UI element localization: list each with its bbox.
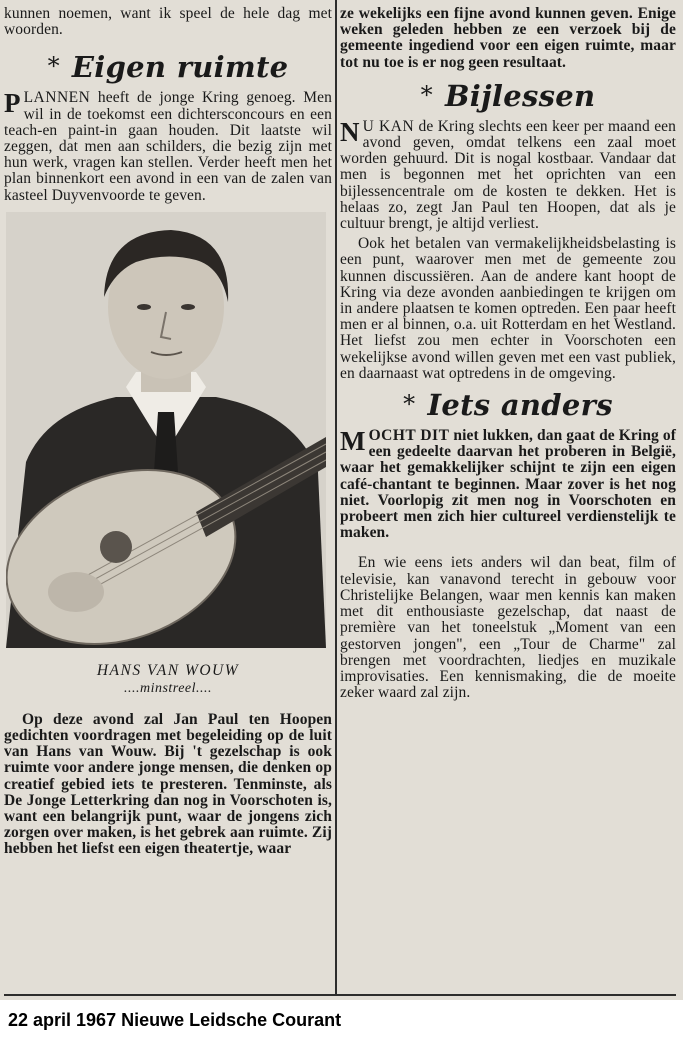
paragraph-plannen xyxy=(4,90,332,203)
heading-eigen-ruimte xyxy=(4,50,332,84)
star-icon: * xyxy=(47,52,60,81)
lute-player-image xyxy=(6,212,326,648)
heading-text: Eigen ruimte xyxy=(71,50,289,85)
intro-text: kunnen noemen, want ik speel de hele dag met woorden. xyxy=(4,5,332,39)
paragraph-en-wie-eens: En wie eens iets anders wil dan beat, film of televisie, kan vanavond terecht in gebouw voor Christelijke Belangen, waar men kennis kan maken met dit enthousiaste gezelschap, dat naast de première van het toneelstuk „Moment van een gestorven jongen", een „Tour de Charme" zal brengen met voordrachten, liedjes en muzikale improvisaties. Een kennismaking, die de moeite zeker waard zal zijn. xyxy=(340,554,676,702)
photo-caption-name: HANS VAN WOUW xyxy=(96,661,240,679)
heading-bijlessen xyxy=(340,79,676,113)
drop-cap: N xyxy=(340,116,360,147)
paragraph-wekelijks: ze wekelijks een fijne avond kunnen geven. Enige weken geleden hebben ze een verzoek bij de gemeente ingediend voor een eigen ruimte, maar tot nu toe is er nog geen resultaat. xyxy=(340,5,676,71)
paragraph-body: niet lukken, dan gaat de Kring of een gedeelte daarvan het proberen in België, waar het gemakkelijker schijnt te zijn een eigen café-chantant te beginnen. Maar zover is het nog niet. Voorlopig zit men nog in Voorschoten en probeert men zich hier cultureel verdienstelijk te maken. xyxy=(340,427,676,542)
paragraph-mocht-dit xyxy=(340,428,676,541)
paragraph-op-deze-avond: Op deze avond zal Jan Paul ten Hoopen gedichten voordragen met begeleiding op de luit van Hans van Wouw. Bij 't gezelschap is ook ruimte voor andere jonge mensen, die denken op creatief gebied iets te presteren. Tenminste, als De Jonge Letterkring dan nog in Voorschoten is, want een belangrijk punt, waar de jongens zich zorgen over maken, is het gebrek aan ruimte. Zij hebben het liefst een eigen theatertje, waar xyxy=(4,710,332,858)
star-icon: * xyxy=(403,390,416,419)
left-column xyxy=(4,0,332,858)
lead-in: U KAN xyxy=(362,117,415,135)
photo-caption-role: ....minstreel.... xyxy=(123,680,213,696)
paragraph-ook-het-betalen: Ook het betalen van vermakelijkheidsbelasting is een punt, waarover men met de gemeente zou kunnen discussiëren. Aan de andere kant hoopt de Kring via deze avonden aanbiedingen te krijgen om in andere plaatsen te komen optreden. Een paar heeft men er al binnen, o.a. uit Rotterdam en het Westland. Het liefst zou men echter in Voorschoten een wekelijkse avond willen geven met een vast publiek, en daarnaast wat optredens in de omgeving. xyxy=(340,235,676,382)
drop-cap: P xyxy=(4,88,21,119)
portrait-photo xyxy=(6,212,326,648)
paragraph-body: heeft de jonge Kring genoeg. Men wil in de toekomst een dichtersconcours en een teach-en paint-in gaan houden. Dit laatste wil zeggen, dat men aan schilders, die bezig zijn met hun werk, vragen kan stellen. Verder heeft men het plan binnenkort een avond in een van de zalen van kasteel Duyvenvoorde te geven. xyxy=(4,89,332,204)
star-icon: * xyxy=(420,80,433,109)
right-column xyxy=(340,0,676,701)
paragraph-nu-kan xyxy=(340,116,676,233)
bottom-rule xyxy=(4,994,676,996)
heading-text: Bijlessen xyxy=(444,78,596,113)
heading-iets-anders xyxy=(340,388,676,422)
column-divider xyxy=(335,0,337,996)
paragraph-body: de Kring slechts een keer per maand een avond geven, omdat telkens een zaal moet worden gehuurd. Dit is nogal kostbaar. Vandaar dat men is begonnen met het oprichten van een bijlessencentrale om de kosten te dekken. Het is helaas zo, zegt Jan Paul ten Hoopen, dat als je cultuur brengt, je altijd verliest. xyxy=(340,117,676,233)
source-caption: 22 april 1967 Nieuwe Leidsche Courant xyxy=(8,1010,342,1030)
heading-text: Iets anders xyxy=(427,388,613,423)
drop-cap: M xyxy=(340,426,366,457)
lead-in: OCHT DIT xyxy=(368,427,450,445)
lead-in: LANNEN xyxy=(23,89,91,107)
